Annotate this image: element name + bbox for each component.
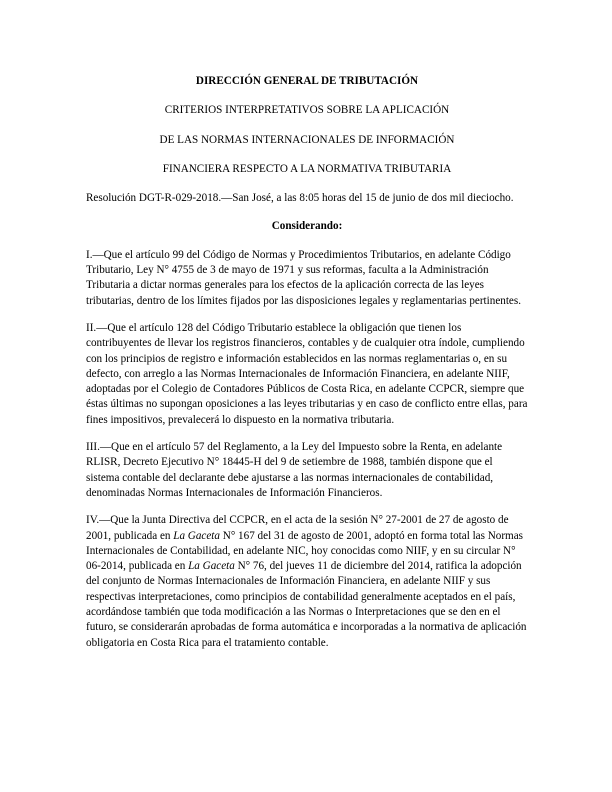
resolution-statement: Resolución DGT-R-029-2018.—San José, a las 8:05 horas del 15 de junio de dos mil dieciocho. — [86, 192, 514, 205]
paragraph-iv-text-3: N° 76, del jueves 11 de diciembre del 2014, ratifica la adopción del conjunto de Normas Internacionales de Información Financiera, en adelante NIIF y sus respectivas interpretaciones, como principios de contabilidad generalmente aceptados en el país, acordándose también que toda modificación a las Normas o Interpretaciones que se den en el futuro, se considerarán aprobadas de forma automática e incorporadas a la normativa de aplicación obligatoria en Costa Rica para el tratamiento contable. — [86, 560, 527, 649]
paragraph-iv-text-2: N° 167 del 31 de agosto de 2001, adoptó en forma total las Normas Internacionales de Contabilidad, en adelante NIC, hoy conocidas como NIIF, y en su circular N° 06-2014, publicada en — [86, 529, 524, 573]
paragraph-iv-text-1: IV.—Que la Junta Directiva del CCPCR, en el acta de la sesión N° 27-2001 de 27 de agosto de 2001, publicada en — [86, 514, 509, 542]
document-page — [86, 74, 528, 663]
document-title: DIRECCIÓN GENERAL DE TRIBUTACIÓN — [195, 75, 419, 87]
gaceta-reference-1: La Gaceta — [173, 529, 220, 542]
subtitle-line-1: CRITERIOS INTERPRETATIVOS SOBRE LA APLICACIÓN — [164, 104, 450, 117]
gaceta-reference-2: La Gaceta — [188, 560, 235, 573]
subtitle-line-3: FINANCIERA RESPECTO A LA NORMATIVA TRIBUTARIA — [162, 162, 452, 175]
subtitle-line-2: DE LAS NORMAS INTERNACIONALES DE INFORMACIÓN — [159, 133, 455, 146]
paragraph-iv — [86, 513, 528, 651]
paragraph-ii: II.—Que el artículo 128 del Código Tributario establece la obligación que tienen los contribuyentes de llevar los registros financieros, contables y de cualquier otra índole, cumpliendo con los principios de registro e información establecidos en las normas reglamentarias o, en su defecto, con arreglo a las Normas Internacionales de Información Financiera, en adelante NIIF, adoptadas por el Colegio de Contadores Públicos de Costa Rica, en adelante CCPCR, siempre que éstas últimas no supongan oposiciones a las leyes tributarias y en caso de conflicto entre ellas, para fines impositivos, prevalecerá lo dispuesto en la normativa tributaria. — [86, 321, 528, 426]
paragraph-iii: III.—Que en el artículo 57 del Reglamento, a la Ley del Impuesto sobre la Renta, en adelante RLISR, Decreto Ejecutivo N° 18445-H del 9 de setiembre de 1988, también dispone que el sistema contable del declarante debe ajustarse a las normas internacionales de contabilidad, denominadas Normas Internacionales de Información Financieros. — [86, 441, 503, 499]
considerando-heading: Considerando: — [271, 220, 343, 233]
paragraph-i: I.—Que el artículo 99 del Código de Normas y Procedimientos Tributarios, en adelante Código Tributario, Ley N° 4755 de 3 de mayo de 1971 y sus reformas, faculta a la Administración Tributaria a dictar normas generales para los efectos de la aplicación correcta de las leyes tributarias, dentro de los límites fijados por las disposiciones legales y reglamentarias pertinentes. — [86, 248, 521, 307]
